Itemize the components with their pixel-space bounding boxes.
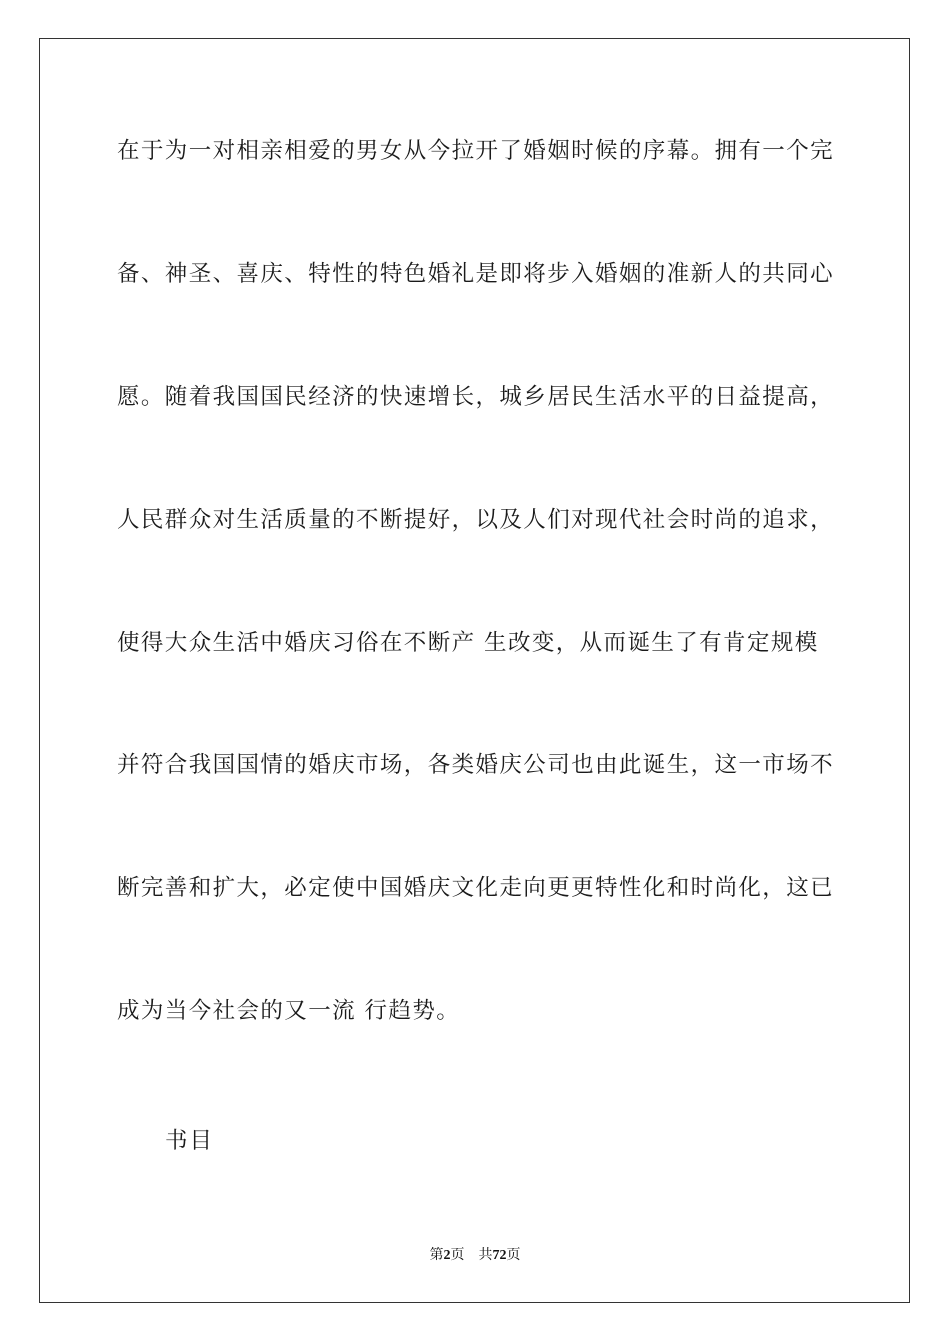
section-heading: 书目 <box>165 1128 215 1154</box>
page-border <box>39 38 910 1303</box>
footer-total-prefix: 共 <box>478 1248 493 1263</box>
paragraph-line: 成为当今社会的又一流 行趋势。 <box>117 998 461 1024</box>
paragraph-line: 断完善和扩大，必定使中国婚庆文化走向更更特性化和时尚化，这已 <box>117 875 835 901</box>
footer-page-number: 2 <box>443 1248 451 1263</box>
footer-page-prefix: 第 <box>429 1248 444 1263</box>
paragraph-line: 人民群众对生活质量的不断提好，以及人们对现代社会时尚的追求， <box>117 507 835 533</box>
footer-total-pages: 72 <box>492 1248 507 1263</box>
paragraph-line: 并符合我国国情的婚庆市场，各类婚庆公司也由此诞生，这一市场不 <box>117 752 835 778</box>
paragraph-line: 使得大众生活中婚庆习俗在不断产 生改变，从而诞生了有肯定规模 <box>117 630 819 656</box>
paragraph-line: 愿。随着我国国民经济的快速增长，城乡居民生活水平的日益提高， <box>117 384 835 410</box>
paragraph-line: 备、神圣、喜庆、特性的特色婚礼是即将步入婚姻的准新人的共同心 <box>117 261 835 287</box>
footer-total-suffix: 页 <box>506 1248 521 1263</box>
paragraph-line: 在于为一对相亲相爱的男女从今拉开了婚姻时候的序幕。拥有一个完 <box>117 138 835 164</box>
page-footer <box>0 1247 950 1265</box>
footer-page-suffix: 页 <box>450 1248 465 1263</box>
